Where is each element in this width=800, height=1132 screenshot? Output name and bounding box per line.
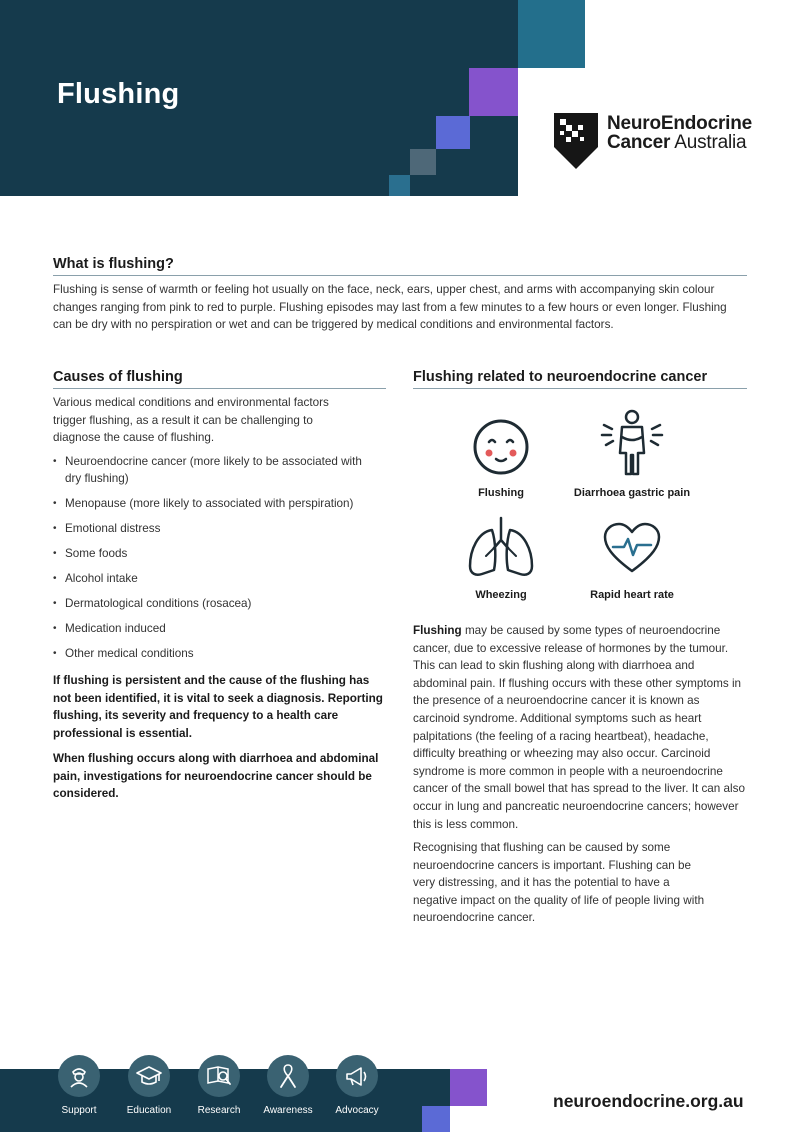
icon-label-wheezing: Wheezing	[475, 589, 527, 601]
list-item: • Emotional distress	[53, 520, 393, 537]
footer-support[interactable]	[49, 1055, 109, 1116]
recognising-paragraph: Recognising that flushing can be caused by some neuroendocrine cancers is important. Flushing can be very distressing, and it has the potential to have a negative impact on the quality of life of people living with neuroendocrine cancer.	[413, 841, 705, 925]
ribbon-icon	[277, 1063, 299, 1089]
header-block-slate	[410, 149, 436, 175]
footer-block-periwinkle	[422, 1106, 450, 1132]
footer-label: Research	[197, 1105, 241, 1116]
list-item: • Dermatological conditions (rosacea)	[53, 595, 393, 612]
footer-awareness[interactable]	[258, 1055, 318, 1116]
header-block-periwinkle	[436, 116, 470, 149]
list-item: • Some foods	[53, 545, 393, 562]
footer-research[interactable]	[189, 1055, 249, 1116]
carcinoid-text: may be caused by some types of neuroendocrine cancer, due to excessive release of hormones by the tumour. This can lead to skin flushing along with diarrhoea and abdominal pain. If flushing occurs with these other symptoms in the presence of a neuroendocrine cancer it is known as carcinoid syndrome. Additional symptoms such as heart palpitations (the feeling of a racing heartbeat), headache, difficulty breathing or wheezing may also occur. Carcinoid syndrome is more common in people with a neuroendocrine cancer of the small bowel that has spread to the liver. It can also occur in lung and pancreatic neuroendocrine cancers; however this is less common.	[413, 624, 745, 831]
header-block-purple	[469, 68, 518, 116]
icon-label-flushing: Flushing	[478, 487, 524, 499]
causes-intro: Various medical conditions and environmental factors trigger flushing, as a result it can be challenging to diagnose the cause of flushing.	[53, 396, 329, 445]
footer-label: Advocacy	[335, 1105, 379, 1116]
megaphone-icon	[344, 1064, 370, 1088]
footer-advocacy[interactable]	[327, 1055, 387, 1116]
logo	[554, 113, 764, 171]
causes-heading: Causes of flushing	[53, 369, 386, 389]
what-is-body: Flushing is sense of warmth or feeling hot usually on the face, neck, ears, upper chest, and arms with accompanying skin colour changes ranging from pink to red to purple. Flushing episodes may last from a few minutes to a few hours or even longer. Flushing can be dry with no perspiration or wet and can be triggered by medical conditions and environmental factors.	[53, 283, 727, 332]
related-heading: Flushing related to neuroendocrine cancer	[413, 369, 747, 389]
website-link[interactable]: neuroendocrine.org.au	[553, 1091, 744, 1111]
footer-label: Education	[126, 1105, 172, 1116]
what-is-heading: What is flushing?	[53, 256, 747, 276]
list-item: • Medication induced	[53, 620, 393, 637]
lungs-icon	[466, 516, 536, 580]
nurse-icon	[67, 1064, 91, 1088]
footer-education[interactable]	[119, 1055, 179, 1116]
diagnosis-advice: If flushing is persistent and the cause of the flushing has not been identified, it is vital to seek a diagnosis. Reporting flushing, its severity and frequency to a health care professional is essential.	[53, 674, 383, 740]
investigation-advice: When flushing occurs along with diarrhoea and abdominal pain, investigations for neuroendocrine cancer should be considered.	[53, 752, 379, 801]
list-item: • Other medical conditions	[53, 645, 393, 662]
abdominal-pain-icon	[600, 407, 664, 477]
page-title: Flushing	[57, 78, 180, 110]
heartbeat-icon	[602, 521, 662, 575]
flushed-face-icon	[472, 418, 530, 476]
list-item: • Alcohol intake	[53, 570, 393, 587]
list-item: • Neuroendocrine cancer (more likely to be associated with dry flushing)	[53, 453, 373, 487]
causes-list	[53, 453, 393, 670]
footer-label: Support	[61, 1105, 97, 1116]
logo-text-line2: Cancer Australia	[607, 132, 747, 153]
header-block-small-teal	[389, 175, 410, 196]
icon-label-heart-rate: Rapid heart rate	[590, 589, 674, 601]
carcinoid-paragraph	[413, 622, 749, 833]
graduation-cap-icon	[136, 1064, 162, 1088]
footer-label: Awareness	[263, 1105, 313, 1116]
icon-label-diarrhoea: Diarrhoea gastric pain	[573, 487, 691, 499]
logo-mark-icon	[554, 113, 598, 169]
magnifier-book-icon	[206, 1064, 232, 1088]
logo-text-line1: NeuroEndocrine	[607, 113, 752, 134]
footer-block-purple	[450, 1069, 487, 1106]
flushing-lead: Flushing	[413, 624, 462, 637]
header-block-teal	[518, 0, 585, 68]
list-item: • Menopause (more likely to associated with perspiration)	[53, 495, 393, 512]
